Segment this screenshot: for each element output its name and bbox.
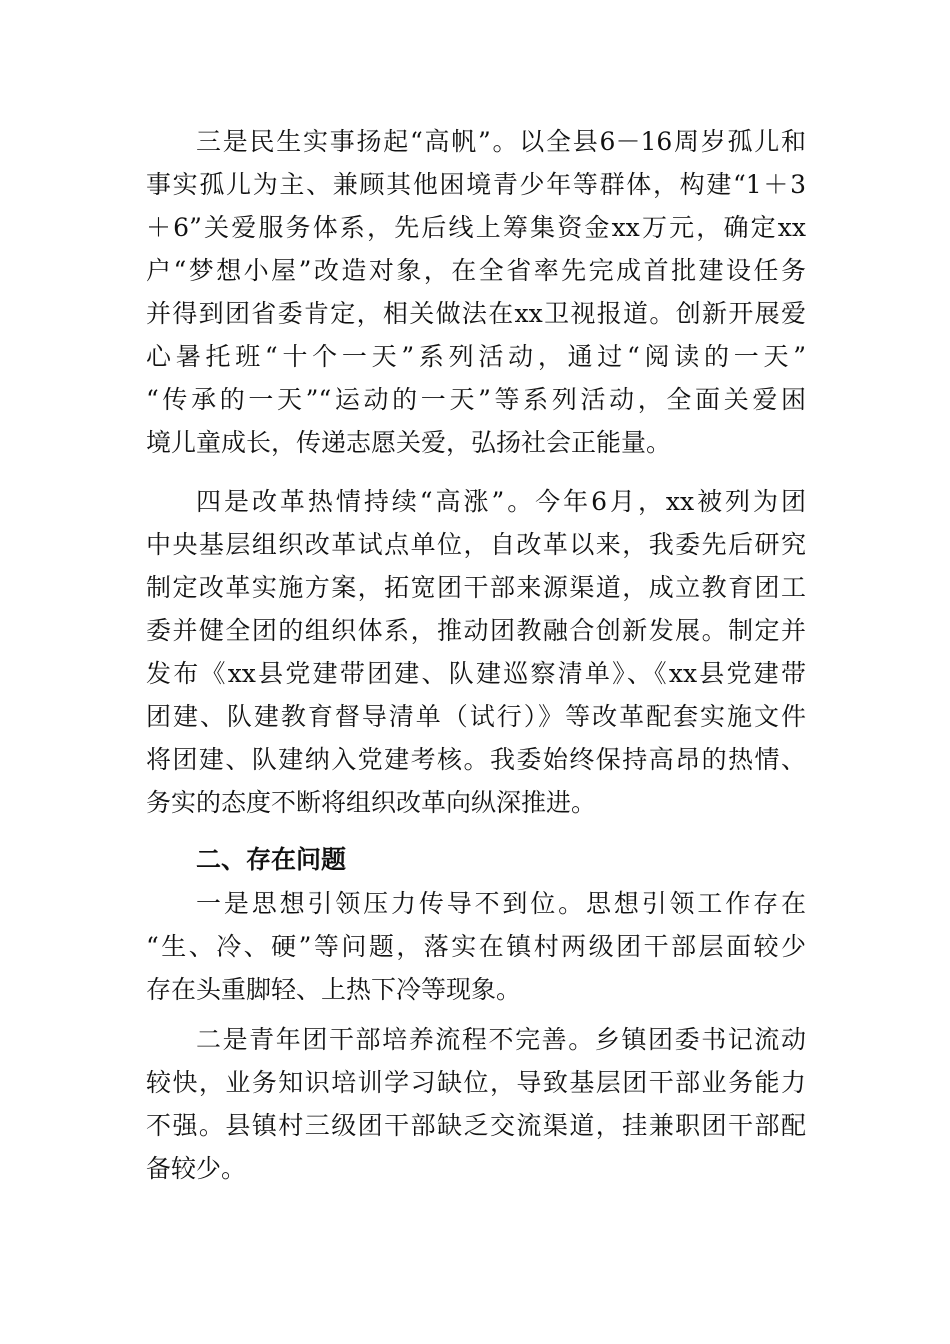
text-line: 境儿童成长，传递志愿关爱，弘扬社会正能量。: [146, 428, 672, 457]
text-line: 较快，业务知识培训学习缺位，导致基层团干部业务能力: [146, 1068, 806, 1097]
text-line: 二是青年团干部培养流程不完善。乡镇团委书记流动: [196, 1025, 806, 1054]
text-line: 委并健全团的组织体系，推动团教融合创新发展。制定并: [146, 616, 806, 645]
text-line: 不强。县镇村三级团干部缺乏交流渠道，挂兼职团干部配: [146, 1111, 806, 1140]
text-line: 一是思想引领压力传导不到位。思想引领工作存在: [196, 889, 806, 918]
section-heading: 二、存在问题: [196, 845, 347, 874]
text-line: 三是民生实事扬起“高帆”。以全县6－16周岁孤儿和: [196, 127, 806, 156]
text-line: “传承的一天”“运动的一天”等系列活动，全面关爱困: [146, 385, 806, 414]
text-line: ＋6”关爱服务体系，先后线上筹集资金xx万元，确定xx: [146, 213, 806, 242]
text-line: 备较少。: [146, 1154, 247, 1183]
text-line: 制定改革实施方案，拓宽团干部来源渠道，成立教育团工: [146, 573, 806, 602]
text-line: 发布《xx县党建带团建、队建巡察清单》、《xx县党建带: [146, 659, 806, 688]
text-line: 四是改革热情持续“高涨”。今年6月，xx被列为团: [196, 487, 806, 516]
text-line: 务实的态度不断将组织改革向纵深推进。: [146, 788, 597, 817]
text-line: 团建、队建教育督导清单（试行）》等改革配套实施文件: [146, 702, 806, 731]
text-line: “生、冷、硬”等问题，落实在镇村两级团干部层面较少: [146, 932, 806, 961]
text-line: 将团建、队建纳入党建考核。我委始终保持高昂的热情、: [146, 745, 806, 774]
text-line: 中央基层组织改革试点单位，自改革以来，我委先后研究: [146, 530, 806, 559]
text-line: 户“梦想小屋”改造对象，在全省率先完成首批建设任务: [146, 256, 806, 285]
text-line: 存在头重脚轻、上热下冷等现象。: [146, 975, 522, 1004]
text-line: 心暑托班“十个一天”系列活动，通过“阅读的一天”: [146, 342, 806, 371]
text-line: 并得到团省委肯定，相关做法在xx卫视报道。创新开展爱: [146, 299, 806, 328]
text-line: 事实孤儿为主、兼顾其他困境青少年等群体，构建“1＋3: [146, 170, 806, 199]
